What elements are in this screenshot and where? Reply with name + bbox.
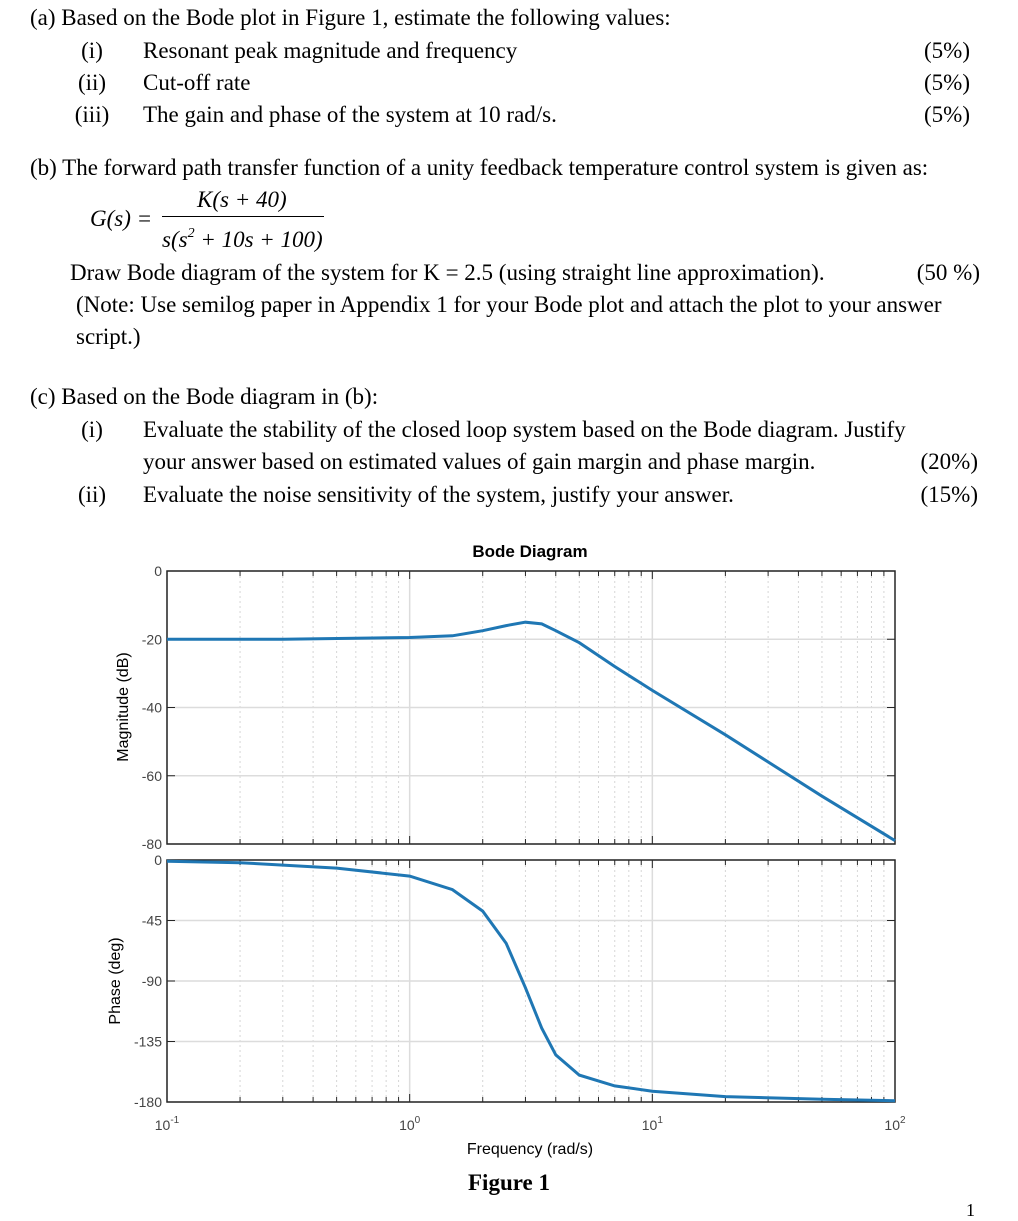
frequency-tick-label: $10^{-1}$ xyxy=(154,1115,180,1133)
bode-diagram xyxy=(0,530,1018,1180)
phase-axis-label: Phase (deg) xyxy=(107,937,124,1025)
part-a-item-3-text: The gain and phase of the system at 10 rad/s. xyxy=(143,102,557,127)
part-b-task-mark: (50 %) xyxy=(916,260,980,285)
phase-y-tick-label: -135 xyxy=(133,1033,162,1050)
phase-y-tick-label: 0 xyxy=(154,852,162,868)
part-c-item-1-line-1: Evaluate the stability of the closed loop system based on the Bode diagram. Justify xyxy=(143,417,906,442)
part-a-item-1-mark: (5%) xyxy=(924,38,970,63)
page-number: 1 xyxy=(966,1200,975,1220)
transfer-function-numerator: K(s + 40) xyxy=(197,187,287,212)
part-b-intro: (b) The forward path transfer function of a unity feedback temperature control system is given as: xyxy=(30,155,929,180)
part-a-item-2-mark: (5%) xyxy=(924,70,970,95)
part-c-item-1-line-2: your answer based on estimated values of gain margin and phase margin. xyxy=(143,449,816,474)
part-c-item-2-mark: (15%) xyxy=(920,482,978,507)
phase-y-tick-label: -180 xyxy=(133,1094,162,1110)
part-b-task: Draw Bode diagram of the system for K = 2.5 (using straight line approximation). xyxy=(70,260,825,285)
phase-y-tick-label: -45 xyxy=(141,912,162,929)
transfer-function-lhs: G(s) = xyxy=(90,206,153,231)
part-b-note-line-2: script.) xyxy=(76,324,141,349)
part-a-item-3-mark: (5%) xyxy=(924,102,970,127)
frequency-tick-label: $10^2$ xyxy=(884,1115,906,1133)
part-a-item-1-text: Resonant peak magnitude and frequency xyxy=(143,38,518,63)
part-a-item-1-number: (i) xyxy=(81,38,103,63)
magnitude-curve xyxy=(167,622,895,840)
phase-ticks xyxy=(134,852,906,1133)
part-a-item-2-text: Cut-off rate xyxy=(143,70,251,95)
phase-y-tick-label: -90 xyxy=(141,973,162,989)
part-c-item-1-number: (i) xyxy=(81,417,103,442)
part-c-item-2-text: Evaluate the noise sensitivity of the system, justify your answer. xyxy=(143,482,734,507)
magnitude-y-tick-label: -40 xyxy=(141,699,162,716)
magnitude-y-tick-label: -20 xyxy=(141,631,162,648)
fraction-bar xyxy=(162,216,324,217)
part-a-intro: (a) Based on the Bode plot in Figure 1, estimate the following values: xyxy=(30,5,671,30)
part-c-item-2-number: (ii) xyxy=(77,482,107,507)
transfer-function-denominator: $s(s^2 + 10s + 100)$ xyxy=(162,226,323,252)
magnitude-y-tick-label: -80 xyxy=(141,836,162,852)
frequency-tick-label: $10^0$ xyxy=(399,1115,421,1133)
part-a-item-3-number: (iii) xyxy=(74,102,110,127)
phase-grid xyxy=(167,860,895,1102)
figure-caption: Figure 1 xyxy=(468,1170,550,1195)
magnitude-y-tick-label: -60 xyxy=(141,767,162,784)
magnitude-axis-label: Magnitude (dB) xyxy=(115,652,132,762)
chart-title: Bode Diagram xyxy=(472,542,588,561)
magnitude-y-tick-label: 0 xyxy=(154,563,162,579)
part-a-item-2-number: (ii) xyxy=(77,70,107,95)
frequency-tick-label: $10^1$ xyxy=(641,1115,663,1133)
part-c-item-1-mark: (20%) xyxy=(920,449,978,474)
frequency-axis-label: Frequency (rad/s) xyxy=(466,1141,594,1158)
part-c-intro: (c) Based on the Bode diagram in (b): xyxy=(30,384,379,409)
magnitude-grid xyxy=(167,571,895,844)
part-b-note-line-1: (Note: Use semilog paper in Appendix 1 for your Bode plot and attach the plot to your answer xyxy=(76,292,942,317)
